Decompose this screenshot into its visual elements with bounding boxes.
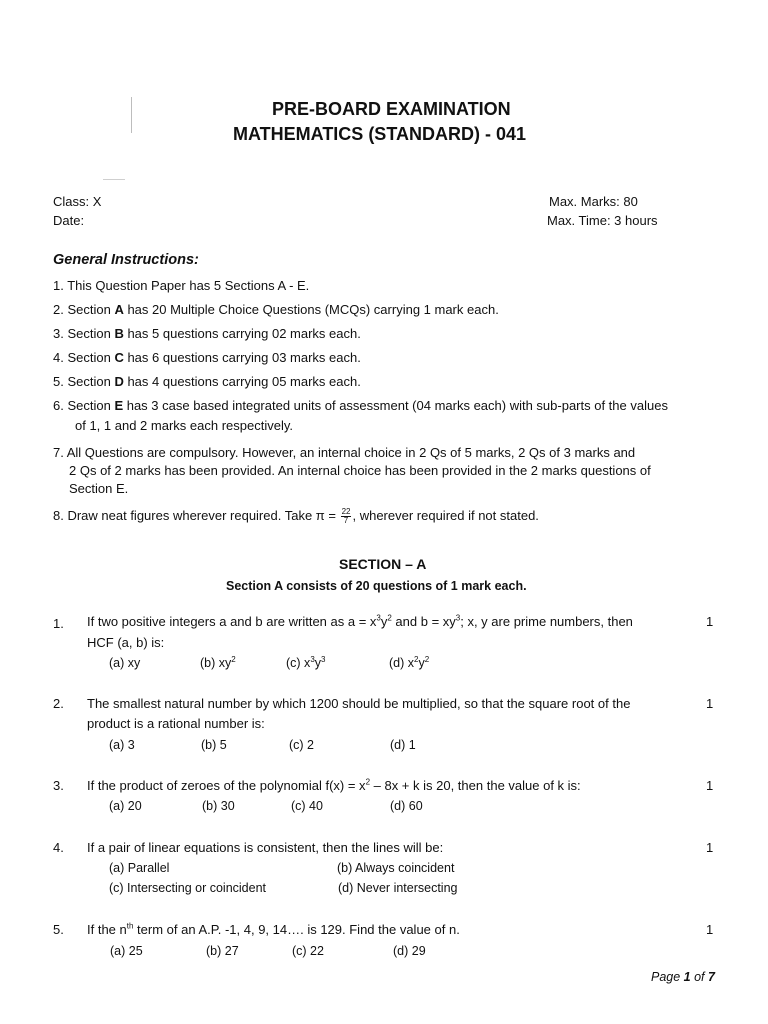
option-d: (d) 1	[390, 738, 416, 752]
option-d: (d) $x^2y^2$	[389, 654, 430, 670]
instruction-8: 8. Draw neat figures wherever required. Take π = $\frac{22}{7}$ , wherever required if not stated.	[53, 507, 539, 526]
question-text-line-2: product is a rational number is:	[87, 716, 265, 731]
option-b: (b) $xy^2$	[200, 654, 236, 670]
option-d: (d) 29	[393, 944, 426, 958]
instruction-7-line-2: 2 Qs of 2 marks has been provided. An internal choice has been provided in the 2 marks questions of	[69, 463, 651, 478]
option-a: (a) 20	[109, 799, 142, 813]
option-d: (d) Never intersecting	[338, 881, 458, 895]
option-d: (d) 60	[390, 799, 423, 813]
question-text: If two positive integers a and b are written as $a = x^3y^2$ and $b = xy^3$; x, y are prime numbers, then	[87, 613, 633, 629]
instruction-1: 1. This Question Paper has 5 Sections A - E.	[53, 278, 310, 293]
question-text-line-2: HCF (a, b) is:	[87, 635, 165, 650]
pi-fraction: $\frac{22}{7}$	[341, 507, 351, 526]
option-a: (a) Parallel	[109, 861, 170, 875]
margin-line	[131, 97, 132, 133]
option-a: (a) 3	[109, 738, 135, 752]
question-number: 4.	[53, 840, 64, 855]
option-a: (a) 25	[110, 944, 143, 958]
instruction-6: 6. Section E has 3 case based integrated units of assessment (04 marks each) with sub-parts of the values	[53, 398, 668, 413]
option-c: (c) $x^3y^3$	[286, 654, 326, 670]
question-number: 2.	[53, 696, 64, 711]
option-a: (a) xy	[109, 656, 141, 670]
question-marks: 1	[706, 696, 714, 711]
scan-mark	[103, 179, 125, 180]
exam-title: PRE-BOARD EXAMINATION	[272, 99, 511, 119]
instruction-7-line-3: Section E.	[69, 481, 129, 496]
instruction-7-line-1: 7. All Questions are compulsory. However, an internal choice in 2 Qs of 5 marks, 2 Qs of 3 marks and	[53, 445, 636, 460]
option-b: (b) 27	[206, 944, 239, 958]
question-number: 1.	[53, 616, 64, 631]
question-marks: 1	[706, 614, 714, 629]
instruction-4: 4. Section C has 6 questions carrying 03 marks each.	[53, 350, 361, 365]
option-c: (c) 22	[292, 944, 324, 958]
question-number: 3.	[53, 778, 64, 793]
question-text: If a pair of linear equations is consistent, then the lines will be:	[87, 840, 444, 855]
max-time-label: Max. Time: 3 hours	[547, 213, 658, 228]
instruction-5: 5. Section D has 4 questions carrying 05 marks each.	[53, 374, 361, 389]
option-b: (b) 5	[201, 738, 227, 752]
question-marks: 1	[706, 840, 714, 855]
class-label: Class: X	[53, 194, 102, 209]
option-b: (b) 30	[202, 799, 235, 813]
question-marks: 1	[706, 778, 714, 793]
subject-title: MATHEMATICS (STANDARD) - 041	[233, 124, 526, 144]
instruction-3: 3. Section B has 5 questions carrying 02 marks each.	[53, 326, 361, 341]
option-b: (b) Always coincident	[337, 861, 455, 875]
section-subtitle: Section A consists of 20 questions of 1 mark each.	[226, 579, 527, 593]
option-c: (c) 40	[291, 799, 323, 813]
instructions-heading: General Instructions:	[53, 252, 199, 268]
question-text: If the product of zeroes of the polynomial $f(x) = x^2 - 8x + k$ is 20, then the value of k is:	[87, 777, 581, 793]
max-marks-label: Max. Marks: 80	[549, 194, 638, 209]
instruction-6-continued: of 1, 1 and 2 marks each respectively.	[75, 418, 293, 433]
question-text: The smallest natural number by which 1200 should be multiplied, so that the square root of the	[87, 696, 631, 711]
question-marks: 1	[706, 922, 714, 937]
instruction-2: 2. Section A has 20 Multiple Choice Questions (MCQs) carrying 1 mark each.	[53, 302, 499, 317]
option-c: (c) Intersecting or coincident	[109, 881, 267, 895]
page-number: Page 1 of 7	[651, 970, 715, 984]
date-label: Date:	[53, 213, 85, 228]
section-title: SECTION – A	[339, 556, 427, 572]
question-number: 5.	[53, 922, 64, 937]
option-c: (c) 2	[289, 738, 314, 752]
question-text: If the $n^{th}$ term of an A.P. -1, 4, 9, 14…. is 129. Find the value of n.	[87, 921, 460, 937]
